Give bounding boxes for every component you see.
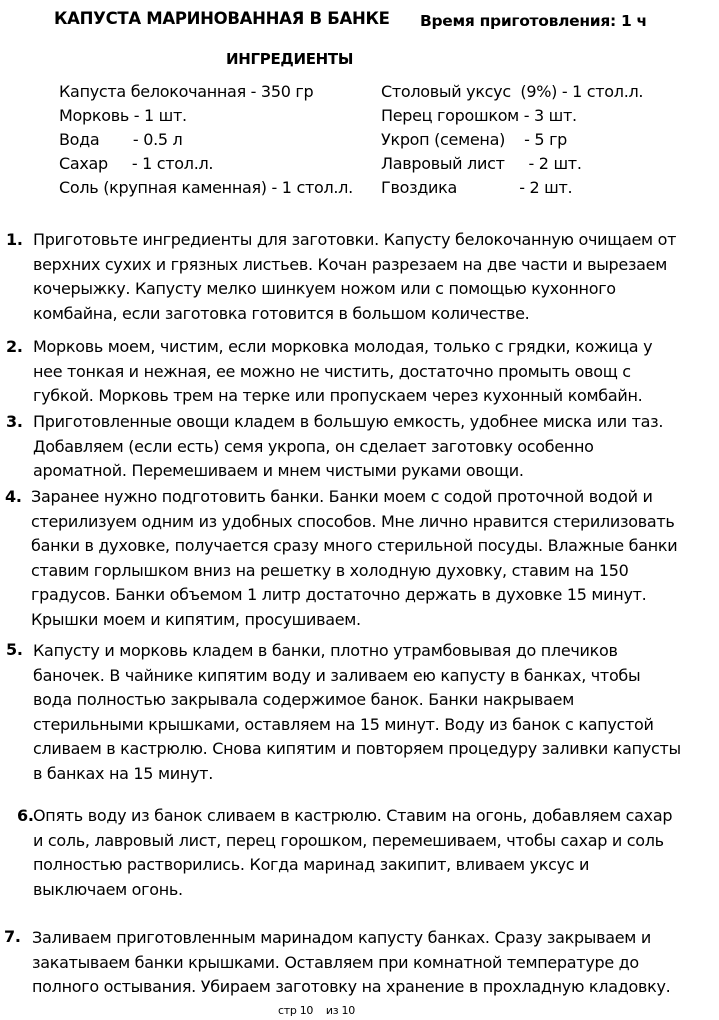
ingredient-item: Капуста белокочанная - 350 гр	[59, 82, 314, 101]
page-number: стр 10 из 10	[278, 1004, 355, 1017]
step-number: 7.	[4, 927, 21, 946]
step-line: комбайна, если заготовка готовится в большом количестве.	[33, 303, 530, 323]
step-line: закатываем банки крышками. Оставляем при комнатной температуре до	[32, 952, 639, 972]
step-2-text	[33, 335, 705, 409]
step-line: Заливаем приготовленным маринадом капусту банках. Сразу закрываем и	[32, 928, 651, 947]
step-5-text	[33, 639, 705, 786]
step-line: Добавляем (если есть) семя укропа, он сделает заготовку особенно	[33, 436, 594, 456]
step-line: Заранее нужно подготовить банки. Банки моем с содой проточной водой и	[31, 487, 653, 506]
step-number: 6.	[17, 806, 34, 825]
step-line: баночек. В чайнике кипятим воду и заливаем ею капусту в банках, чтобы	[33, 665, 641, 685]
ingredient-item: Вода - 0.5 л	[59, 130, 183, 149]
step-line: ароматной. Перемешиваем и мнем чистыми руками овощи.	[33, 461, 524, 480]
step-line: и соль, лавровый лист, перец горошком, перемешиваем, чтобы сахар и соль	[33, 830, 664, 850]
ingredient-item: Морковь - 1 шт.	[59, 106, 187, 125]
step-number: 3.	[6, 412, 23, 431]
step-line: полного остывания. Убираем заготовку на хранение в прохладную кладовку.	[32, 977, 671, 996]
step-4-text	[31, 485, 703, 632]
step-line: ставим горлышком вниз на решетку в холодную духовку, ставим на 150	[31, 560, 629, 580]
step-3-text	[33, 410, 705, 484]
step-line: Крышки моем и кипятим, просушиваем.	[31, 609, 361, 629]
step-line: в банках на 15 минут.	[33, 763, 213, 783]
ingredient-item: Лавровый лист - 2 шт.	[381, 154, 582, 173]
step-line: градусов. Банки объемом 1 литр достаточно держать в духовке 15 минут.	[31, 585, 647, 604]
ingredients-list-left	[59, 80, 353, 200]
ingredient-item: Столовый уксус (9%) - 1 стол.л.	[381, 82, 644, 101]
ingredients-heading: ИНГРЕДИЕНТЫ	[226, 50, 354, 68]
step-line: полностью растворились. Когда маринад закипит, вливаем уксус и	[33, 855, 590, 874]
step-1-text	[33, 228, 705, 326]
step-line: Приготовленные овощи кладем в большую емкость, удобнее миска или таз.	[33, 412, 664, 431]
step-number: 5.	[6, 640, 23, 659]
step-line: выключаем огонь.	[33, 879, 183, 899]
step-line: верхних сухих и грязных листьев. Кочан разрезаем на две части и вырезаем	[33, 254, 667, 274]
recipe-title: КАПУСТА МАРИНОВАННАЯ В БАНКЕ	[54, 9, 390, 28]
step-line: Морковь моем, чистим, если морковка молодая, только с грядки, кожица у	[33, 337, 653, 356]
step-line: банки в духовке, получается сразу много стерильной посуды. Влажные банки	[31, 536, 678, 555]
step-number: 2.	[6, 337, 23, 356]
prep-time: Время приготовления: 1 ч	[420, 12, 647, 30]
step-number: 4.	[5, 487, 22, 506]
ingredients-list-right	[381, 80, 643, 200]
step-line: губкой. Морковь трем на терке или пропускаем через кухонный комбайн.	[33, 386, 643, 405]
step-line: нее тонкая и нежная, ее можно не чистить, достаточно промыть овощ с	[33, 361, 631, 381]
step-line: стерильными крышками, оставляем на 15 минут. Воду из банок с капустой	[33, 714, 654, 734]
step-line: Приготовьте ингредиенты для заготовки. Капусту белокочанную очищаем от	[33, 230, 677, 249]
step-number: 1.	[6, 230, 23, 249]
step-line: вода полностью закрывала содержимое банок. Банки накрываем	[33, 690, 574, 709]
step-6-text	[33, 804, 705, 902]
ingredient-item: Соль (крупная каменная) - 1 стол.л.	[59, 178, 353, 197]
step-line: сливаем в кастрюлю. Снова кипятим и повторяем процедуру заливки капусты	[33, 739, 681, 758]
ingredient-item: Укроп (семена) - 5 гр	[381, 130, 568, 149]
step-line: кочерыжку. Капусту мелко шинкуем ножом или с помощью кухонного	[33, 279, 616, 298]
step-line: Опять воду из банок сливаем в кастрюлю. Ставим на огонь, добавляем сахар	[33, 806, 673, 825]
step-line: стерилизуем одним из удобных способов. Мне лично нравится стерилизовать	[31, 511, 675, 531]
step-line: Капусту и морковь кладем в банки, плотно утрамбовывая до плечиков	[33, 641, 618, 660]
ingredient-item: Гвоздика - 2 шт.	[381, 178, 573, 197]
step-7-text	[32, 926, 704, 1000]
ingredient-item: Сахар - 1 стол.л.	[59, 154, 214, 173]
ingredient-item: Перец горошком - 3 шт.	[381, 106, 577, 125]
